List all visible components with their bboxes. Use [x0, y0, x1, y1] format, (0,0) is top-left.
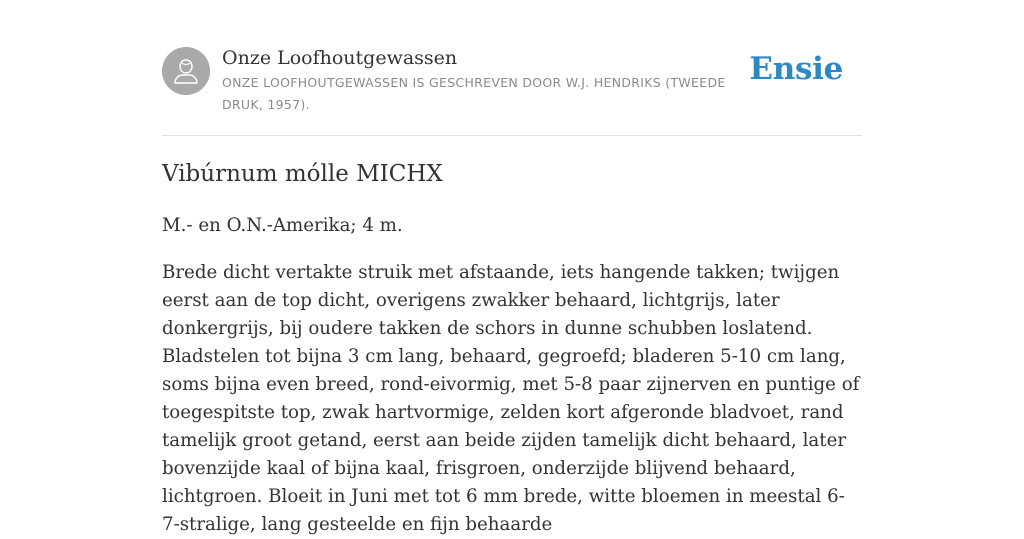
avatar[interactable] — [162, 47, 210, 95]
page-container — [162, 0, 862, 535]
book-title[interactable]: Onze Loofhoutgewassen — [222, 47, 458, 69]
ensie-logo[interactable]: Ensie — [749, 51, 843, 87]
book-header — [162, 0, 862, 136]
entry-paragraph-distribution: M.- en O.N.-Amerika; 4 m. — [162, 215, 403, 236]
entry-title: Vibúrnum mólle MICHX — [162, 161, 443, 187]
book-description: ONZE LOOFHOUTGEWASSEN IS GESCHREVEN DOOR W.J. HENDRIKS (TWEEDE DRUK, 1957). — [222, 75, 726, 112]
entry-paragraph-description: Brede dicht vertakte struik met afstaande, iets hangende takken; twijgen eerst aan de top dicht, overigens zwakker behaard, lichtgrijs, later donkergrijs, bij oudere takken de schors in dunne schubben loslatend. Bladstelen tot bijna 3 cm lang, behaard, gegroefd; bladeren 5-10 cm lang, soms bijna even breed, rond-eivormig, met 5-8 paar zijnerven en puntige of toegespitste top, zwak hartvormige, zelden kort afgeronde bladvoet, rand tamelijk groot getand, eerst aan beide zijden tamelijk dicht behaard, later bovenzijde kaal of bijna kaal, frisgroen, onderzijde blijvend behaard, lichtgroen. Bloeit in Juni met tot 6 mm brede, witte bloemen in meestal 6-7-stralige, lang gesteelde en fijn behaarde — [162, 262, 860, 535]
user-silhouette-icon — [162, 47, 210, 95]
